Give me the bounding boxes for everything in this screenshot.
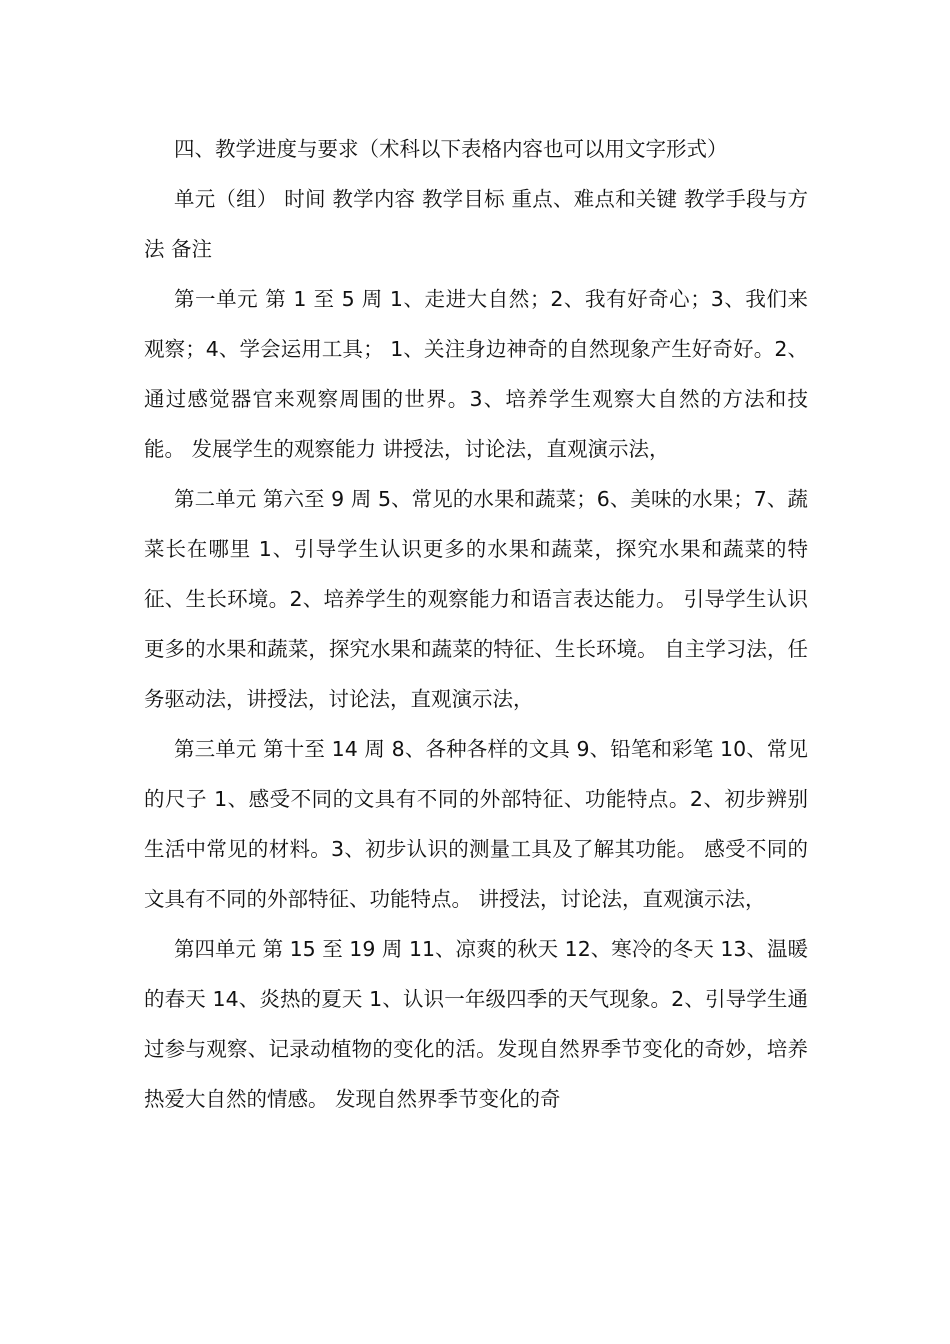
section-heading: 四、教学进度与要求（术科以下表格内容也可以用文字形式） [174, 137, 728, 161]
document-body [144, 124, 808, 1124]
unit-4-paragraph: 第四单元 第 15 至 19 周 11、凉爽的秋天 12、寒冷的冬天 13、温暖的春天 14、炎热的夏天 1、认识一年级四季的天气现象。2、引导学生通过参与观察、记录动植物的变化的活。发现自然界季节变化的奇妙，培养热爱大自然的情感。 发现自然界季节变化的奇 [144, 937, 808, 1111]
table-header-paragraph: 单元（组） 时间 教学内容 教学目标 重点、难点和关键 教学手段与方法 备注 [144, 187, 808, 261]
unit-1-paragraph: 第一单元 第 1 至 5 周 1、走进大自然；2、我有好奇心；3、我们来观察；4、学会运用工具； 1、关注身边神奇的自然现象产生好奇好。2、通过感觉器官来观察周围的世界。3、培养学生观察大自然的方法和技能。 发展学生的观察能力 讲授法，讨论法，直观演示法， [144, 287, 808, 461]
unit-3-paragraph: 第三单元 第十至 14 周 8、各种各样的文具 9、铅笔和彩笔 10、常见的尺子 1、感受不同的文具有不同的外部特征、功能特点。2、初步辨别生活中常见的材料。3、初步认识的测量工具及了解其功能。 感受不同的文具有不同的外部特征、功能特点。 讲授法，讨论法，直观演示法， [144, 737, 808, 911]
unit-2-paragraph: 第二单元 第六至 9 周 5、常见的水果和蔬菜；6、美味的水果；7、蔬菜长在哪里 1、引导学生认识更多的水果和蔬菜，探究水果和蔬菜的特征、生长环境。2、培养学生的观察能力和语言表达能力。 引导学生认识更多的水果和蔬菜，探究水果和蔬菜的特征、生长环境。 自主学习法，任务驱动法，讲授法，讨论法，直观演示法， [144, 487, 808, 711]
